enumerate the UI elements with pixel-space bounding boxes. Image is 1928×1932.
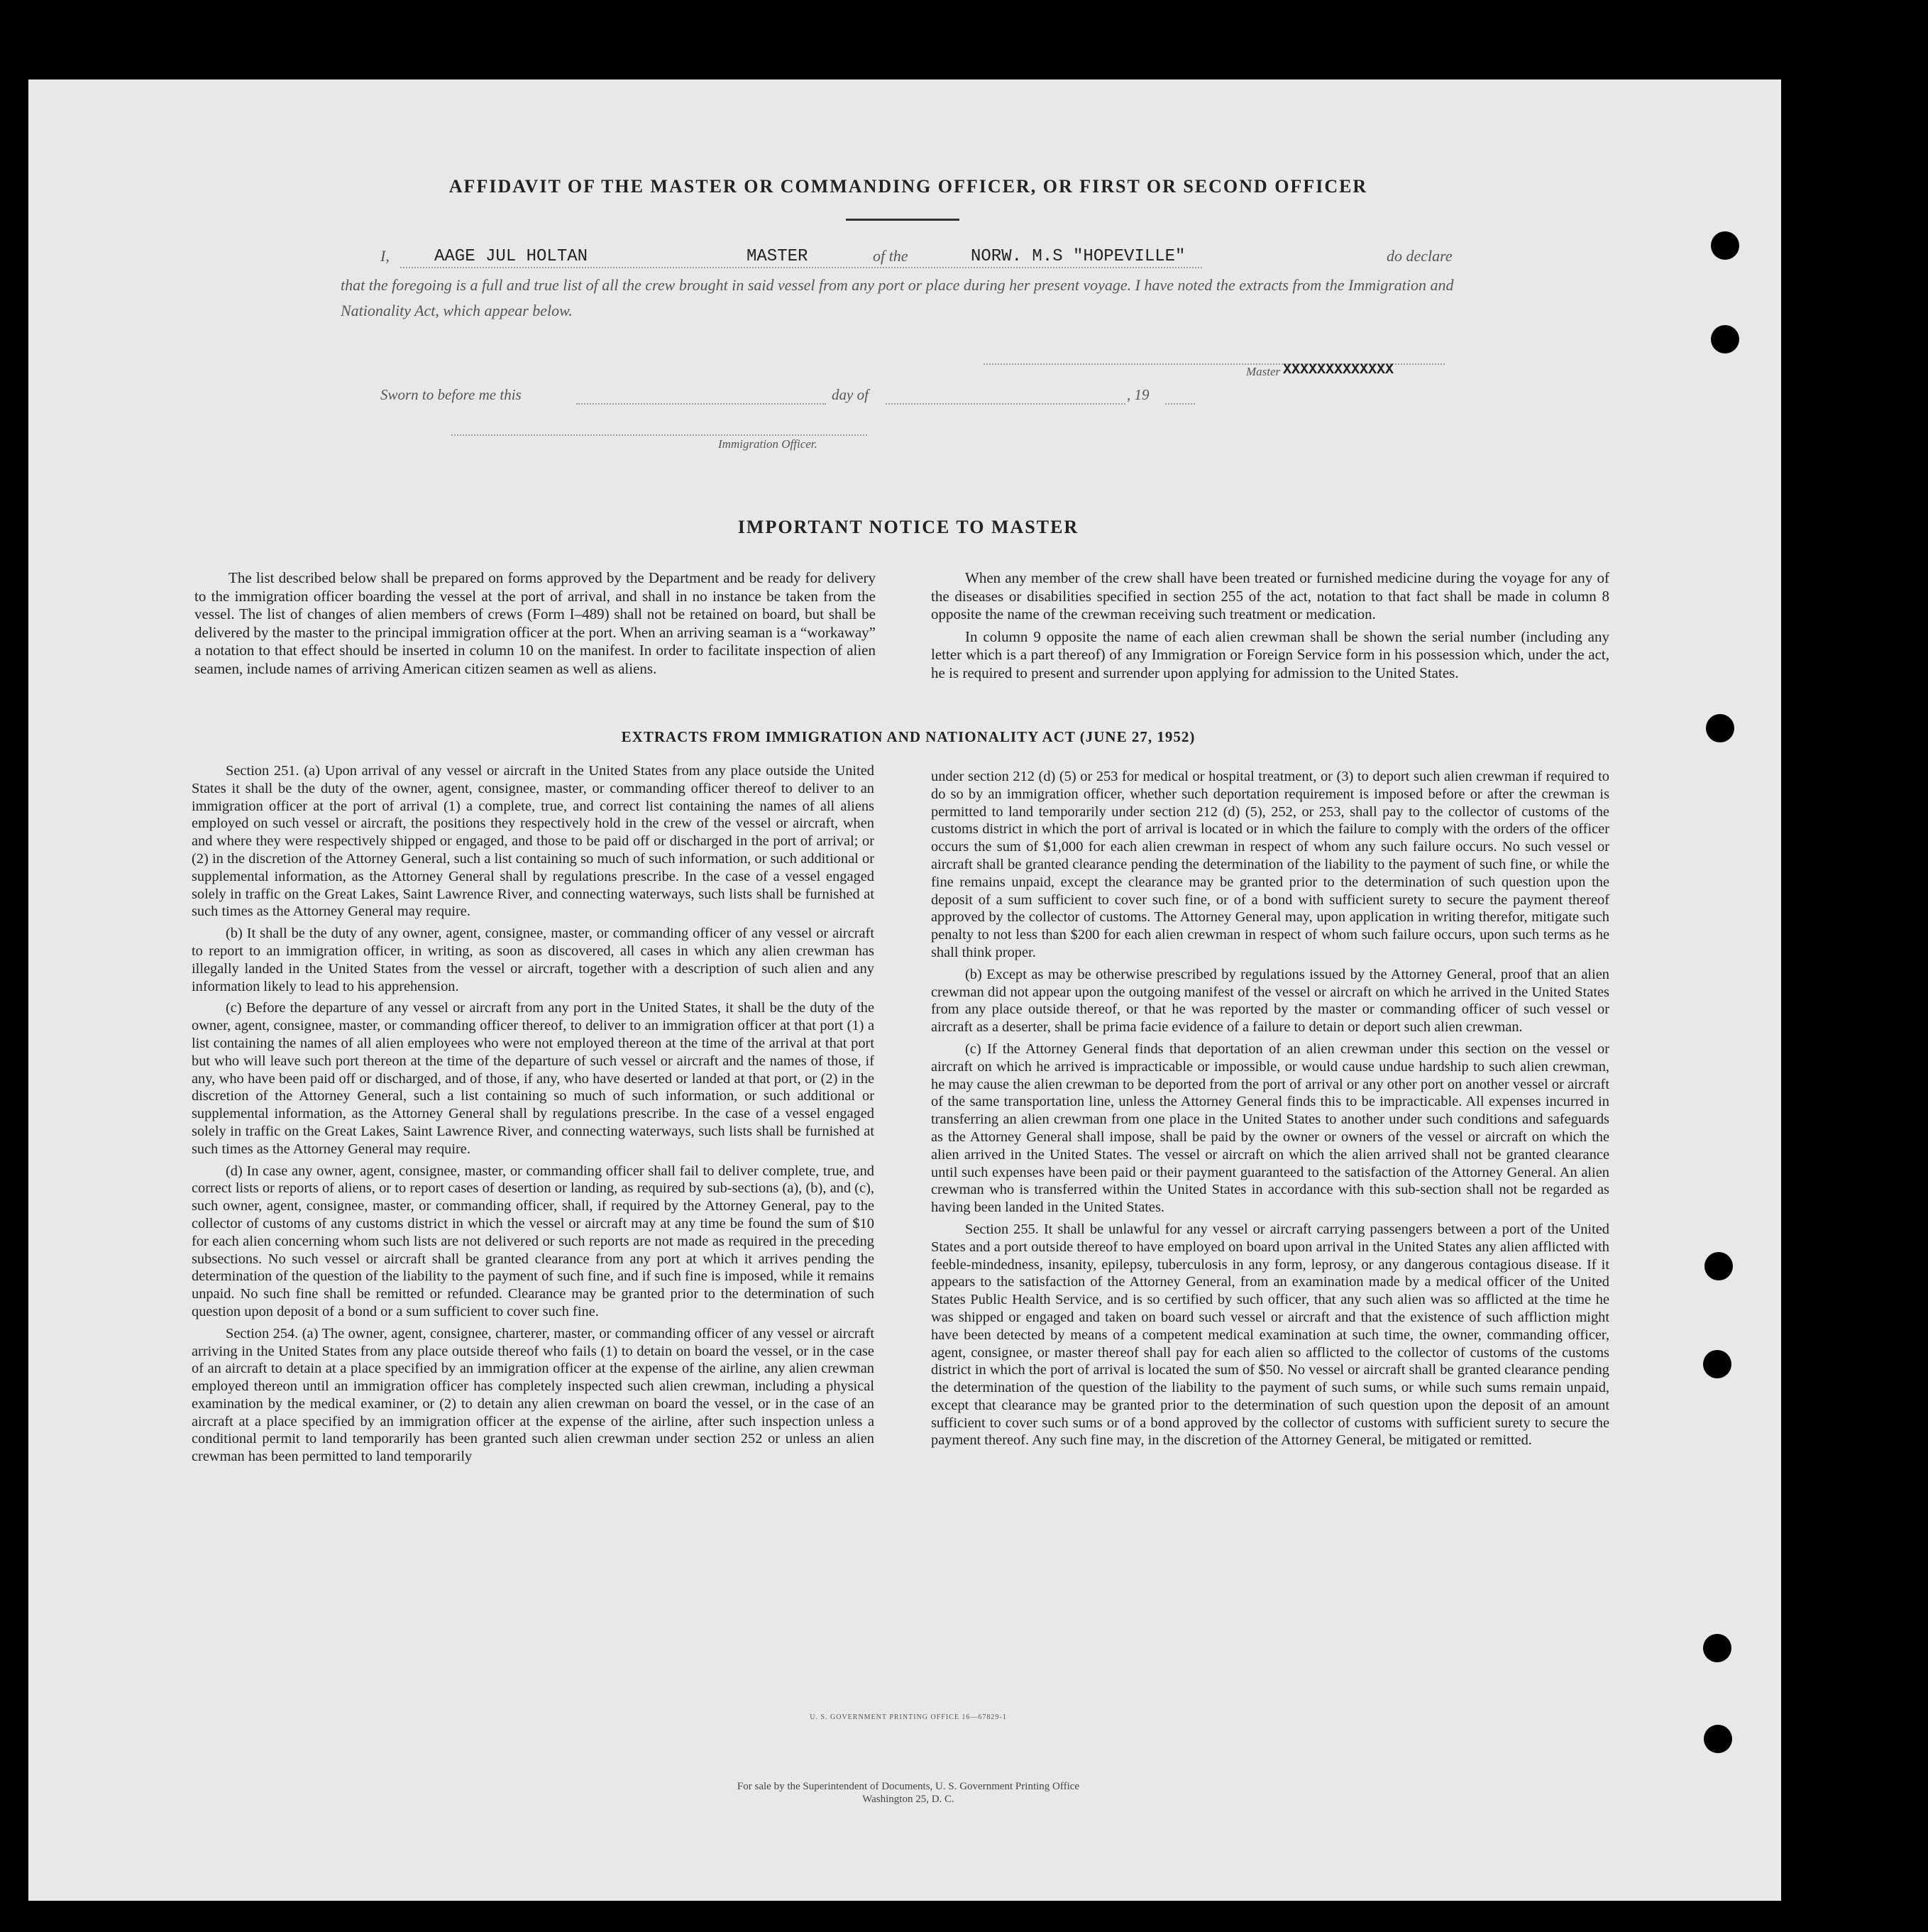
affidavit-title: AFFIDAVIT OF THE MASTER OR COMMANDING OFFICER, OR FIRST OR SECOND OFFICER: [448, 176, 1368, 197]
extracts-left-column: [192, 762, 874, 1470]
master-label: Master: [1246, 365, 1281, 378]
rank-field[interactable]: MASTER: [747, 247, 808, 266]
do-declare-label: do declare: [1387, 247, 1453, 265]
struck-title: XXXXXXXXXXXXX: [1283, 362, 1394, 378]
statute-paragraph: under section 212 (d) (5) or 253 for medical or hospital treatment, or (3) to deport such alien crewman if required to do so by an immigration officer, whether such deportation requirement is imposed before or after the crewman is permitted to land temporarily under section 212 (d) (5), 252, or 253, shall pay to the collector of customs of the customs district in which the port of arrival is located or in which the failure to comply with the orders of the officer occurs the sum of $1,000 for each alien crewman in respect of whom any such failure occurs. No such vessel or aircraft shall be granted clearance pending the determination of the liability to the payment of such fine, or while the fine remains unpaid, except the clearance may be granted prior to the determination of such question upon the deposit of a sum sufficient to cover such fine, or of a bond with sufficient surety to secure the payment thereof approved by the collector of customs. The Attorney General may, upon application in writing therefor, mitigate such penalty to not less than $200 for each alien crewman in respect of whom such failure occurs, upon such terms as he shall think proper.: [931, 769, 1609, 960]
footer: [497, 1780, 1320, 1806]
extracts-title: EXTRACTS FROM IMMIGRATION AND NATIONALITY ACT (JUNE 27, 1952): [621, 728, 1196, 745]
notice-title: IMPORTANT NOTICE TO MASTER: [737, 517, 1079, 537]
of-the-label: of the: [873, 247, 908, 265]
title-rule: [846, 219, 959, 221]
footer-line: For sale by the Superintendent of Documents, U. S. Government Printing Office: [737, 1781, 1080, 1792]
binder-hole: [1703, 1634, 1731, 1662]
binder-hole: [1711, 231, 1739, 260]
vessel-field[interactable]: NORW. M.S "HOPEVILLE": [971, 247, 1186, 266]
notice-paragraph: When any member of the crew shall have been treated or furnished medicine during the voyage for any of the diseases or disabilities specified in section 255 of the act, notation to that fact shall be made in column 8 opposite the name of the crewman receiving such treatment or medication.: [931, 569, 1609, 622]
year-line[interactable]: [1165, 403, 1195, 405]
statute-paragraph: (d) In case any owner, agent, consignee, master, or commanding officer shall fail to deliver complete, true, and correct lists or reports of aliens, or to report cases of desertion or landing, as required by sub-sections (a), (b), and (c), such owner, agent, consignee, master, or commanding officer, shall, if required by the Attorney General, pay to the collector of customs of any customs district in which the vessel or aircraft may at any time be found the sum of $10 for each alien concerning whom such lists are not delivered or such reports are not made as required in the preceding subsections. No such vessel or aircraft shall be granted clearance from any port at which it arrives pending the determination of the question of the liability to the payment of such fine, and if such fine is imposed, while it remains unpaid. No such fine shall be remitted or refunded. Clearance may be granted prior to the determination of such question upon deposit of a bond or a sum sufficient to cover such fine.: [192, 1163, 874, 1319]
officer-signature-line[interactable]: [451, 434, 867, 436]
officer-label: Immigration Officer.: [718, 437, 817, 451]
notice-right-column: [931, 569, 1609, 686]
month-line[interactable]: [886, 403, 1125, 405]
printing-code: U. S. GOVERNMENT PRINTING OFFICE 16—67829-1: [810, 1713, 1007, 1721]
statute-paragraph: Section 254. (a) The owner, agent, consignee, charterer, master, or commanding officer of any vessel or aircraft arriving in the United States from any place outside thereof who fails (1) to detain on board the vessel, or in the case of an aircraft to detain at a place specified by an immigration officer at the expense of the airline, any alien crewman employed thereon until an immigration officer has completely inspected such alien crewman, including a physical examination by the medical examiner, or (2) to detain any alien crewman on board the vessel, or in the case of an aircraft at a place specified by an immigration officer at the expense of the airline, after such inspection unless a conditional permit to land temporarily has been granted such alien crewman under section 252 or unless an alien crewman has been permitted to land temporarily: [192, 1325, 874, 1465]
statute-paragraph: (b) It shall be the duty of any owner, agent, consignee, master, or commanding officer of any vessel or aircraft to report to an immigration officer, in writing, as soon as discovered, all cases in which any alien crewman has illegally landed in the United States from the vessel or aircraft, together with a description of such alien and any information likely to lead to his apprehension.: [192, 926, 874, 994]
binder-hole: [1706, 714, 1734, 742]
footer-line: Washington 25, D. C.: [862, 1794, 954, 1805]
statute-paragraph: Section 255. It shall be unlawful for any vessel or aircraft carrying passengers between a port of the United States and a port outside thereof to have employed on board upon arrival in the United States any alien afflicted with feeble-mindedness, insanity, epilepsy, tuberculosis in any form, leprosy, or any dangerous contagious disease. If it appears to the satisfaction of the Attorney General, from an examination made by a medical officer of the United States Public Health Service, and is so certified by such officer, that any such alien was so afflicted at the time he was shipped or engaged and taken on board such vessel or aircraft and that the existence of such affliction might have been detected by means of a competent medical examination at such time, the owner, commanding officer, agent, consignee, or master thereof shall pay for each alien so afflicted to the collector of customs of the customs district in which the port of arrival is located the sum of $50. No vessel or aircraft shall be granted clearance pending the determination of the question of the liability to the payment of such sums, or while such sums remain unpaid, except that clearance may be granted prior to the determination of such question upon the deposit of an amount sufficient to cover such sums or of a bond approved by the collector of customs with sufficient surety to secure the payment thereof. Any such fine may, in the discretion of the Attorney General, be mitigated or remitted.: [931, 1221, 1609, 1449]
i-label: I,: [380, 247, 390, 265]
year-label: , 19: [1127, 386, 1150, 403]
binder-hole: [1704, 1725, 1732, 1753]
statute-paragraph: (c) If the Attorney General finds that deportation of an alien crewman under this section on the vessel or aircraft on which he arrived is impracticable or impossible, or would cause undue hardship to such alien crewman, he may cause the alien crewman to be deported from the port of arrival or any other port on another vessel or aircraft of the same transportation line, unless the Attorney General finds this to be impracticable. All expenses incurred in transferring an alien crewman from one place in the United States to another under such conditions and safeguards as the Attorney General shall impose, shall be paid by the owner or owners of the vessel or aircraft on which the alien arrived in the United States. The vessel or aircraft on which the alien arrived shall not be granted clearance until such expenses have been paid or their payment guaranteed to the satisfaction of the Attorney General. An alien crewman who is transferred within the United States in accordance with this sub-section shall not be regarded as having been landed in the United States.: [931, 1041, 1609, 1216]
extracts-right-column: [931, 768, 1609, 1454]
day-of-label: day of: [832, 386, 869, 403]
declaration-line: [400, 267, 1202, 268]
statute-paragraph: (c) Before the departure of any vessel or aircraft from any port in the United States, it shall be the duty of the owner, agent, consignee, master, or commanding officer thereof, to deliver to an immigration officer at that port (1) a list containing the names of all alien employees who were not employed thereon at the time of the arrival at that port but who will leave such port thereon at the time of the departure of such vessel or aircraft and the names of those, if any, who have been paid off or discharged, and of those, if any, who have deserted or landed at that port, or (2) in the discretion of the Attorney General, such a list containing so much of such information, or such additional or supplemental information, as the Attorney General shall by regulations prescribe. In the case of a vessel engaged solely in traffic on the Great Lakes, Saint Lawrence River, and connecting waterways, such lists shall be furnished at such times as the Attorney General may require.: [192, 1000, 874, 1157]
declaration-statement: that the foregoing is a full and true list of all the crew brought in said vessel from any port or place during her present voyage. I have noted the extracts from the Immigration and Nationality Act, which appear below.: [341, 276, 1454, 319]
notice-paragraph: In column 9 opposite the name of each alien crewman shall be shown the serial number (including any letter which is a part thereof) of any Immigration or Foreign Service form in his possession which, under the act, he is required to present and surrender upon applying for admission to the United States.: [931, 627, 1609, 681]
statute-paragraph: (b) Except as may be otherwise prescribed by regulations issued by the Attorney General, proof that an alien crewman did not appear upon the outgoing manifest of the vessel or aircraft on which he arrived in the United States from any place outside thereof, or that he was reported by the master or commanding officer of such vessel or aircraft as a deserter, shall be prima facie evidence of a failure to detain or deport such alien crewman.: [931, 966, 1609, 1036]
notice-paragraph: The list described below shall be prepared on forms approved by the Department and be ready for delivery to the immigration officer boarding the vessel at the port of arrival, and shall in no instance be taken from the vessel. The list of changes of alien members of crews (Form I–489) shall not be retained on board, but shall be delivered by the master to the principal immigration officer at the port. When an arriving seaman is a “workaway” a notation to that effect should be inserted in column 10 on the manifest. In order to facilitate inspection of alien seamen, include names of arriving American citizen seamen as well as aliens.: [194, 569, 876, 677]
binder-hole: [1711, 325, 1739, 353]
statute-paragraph: Section 251. (a) Upon arrival of any vessel or aircraft in the United States from any place outside the United States it shall be the duty of the owner, agent, consignee, master, or commanding officer thereof to deliver to an immigration officer at the port of arrival (1) a complete, true, and correct list containing the names of all aliens employed on such vessel or aircraft, the positions they respectively hold in the crew of the vessel or aircraft, when and where they were respectively shipped or engaged, and those to be paid off or discharged in the port of arrival; or (2) in the discretion of the Attorney General, such a list containing so much of such information, or such additional or supplemental information, as the Attorney General shall by regulations prescribe. In the case of a vessel engaged solely in traffic on the Great Lakes, Saint Lawrence River, and connecting waterways, such lists shall be furnished at such times as the Attorney General may require.: [192, 763, 874, 920]
binder-hole: [1704, 1252, 1733, 1280]
notice-left-column: [194, 569, 876, 682]
master-name-field[interactable]: AAGE JUL HOLTAN: [434, 247, 588, 266]
declaration: [341, 247, 1469, 324]
sworn-label: Sworn to before me this: [380, 386, 522, 403]
binder-hole: [1703, 1350, 1731, 1378]
sworn-date-line[interactable]: [576, 403, 826, 405]
